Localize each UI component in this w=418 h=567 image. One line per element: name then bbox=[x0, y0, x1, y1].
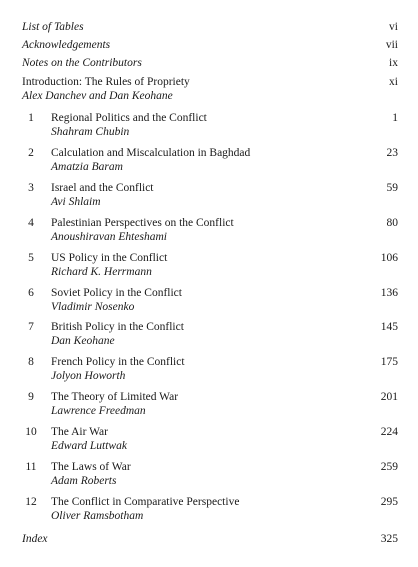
toc-entry-title: Index bbox=[22, 533, 48, 545]
chapter-author: Shahram Chubin bbox=[51, 126, 130, 138]
chapter-number: 2 bbox=[28, 147, 34, 159]
chapter-title: The Conflict in Comparative Perspective bbox=[51, 496, 240, 508]
chapter-page: 201 bbox=[380, 391, 398, 403]
chapter-author: Dan Keohane bbox=[51, 335, 115, 347]
chapter-page: 1 bbox=[392, 112, 398, 124]
chapter-page: 224 bbox=[380, 426, 398, 438]
chapter-author: Vladimir Nosenko bbox=[51, 301, 135, 313]
toc-entry-page: ix bbox=[389, 57, 398, 69]
chapter-author: Oliver Ramsbotham bbox=[51, 510, 144, 522]
chapter-title: Israel and the Conflict bbox=[51, 182, 154, 194]
chapter-author: Amatzia Baram bbox=[51, 161, 123, 173]
toc-entry-page: xi bbox=[389, 76, 398, 88]
chapter-title: Soviet Policy in the Conflict bbox=[51, 287, 182, 299]
toc-entry-page: vii bbox=[385, 39, 398, 51]
chapter-title: The Air War bbox=[51, 426, 108, 438]
chapter-author: Anoushiravan Ehteshami bbox=[51, 231, 167, 243]
chapter-page: 106 bbox=[380, 252, 398, 264]
chapter-number: 1 bbox=[28, 112, 34, 124]
chapter-number: 9 bbox=[28, 391, 34, 403]
toc-entry-title: Acknowledgements bbox=[22, 39, 111, 51]
chapter-page: 175 bbox=[380, 356, 398, 368]
chapter-number: 7 bbox=[28, 321, 34, 333]
chapter-author: Avi Shlaim bbox=[51, 196, 101, 208]
chapter-author: Lawrence Freedman bbox=[51, 405, 146, 417]
chapter-page: 259 bbox=[380, 461, 398, 473]
chapter-author: Richard K. Herrmann bbox=[51, 266, 152, 278]
chapter-page: 136 bbox=[380, 287, 398, 299]
chapter-number: 3 bbox=[28, 182, 34, 194]
toc-entry-page: vi bbox=[389, 21, 398, 33]
chapter-title: French Policy in the Conflict bbox=[51, 356, 185, 368]
toc-entry-page: 325 bbox=[380, 533, 398, 545]
chapter-author: Adam Roberts bbox=[51, 475, 117, 487]
chapter-page: 80 bbox=[386, 217, 398, 229]
chapter-author: Jolyon Howorth bbox=[51, 370, 126, 382]
toc-entry-author: Alex Danchev and Dan Keohane bbox=[22, 90, 173, 102]
chapter-title: The Theory of Limited War bbox=[51, 391, 179, 403]
chapter-page: 145 bbox=[380, 321, 398, 333]
chapter-title: US Policy in the Conflict bbox=[51, 252, 168, 264]
chapter-page: 59 bbox=[386, 182, 398, 194]
chapter-number: 4 bbox=[28, 217, 34, 229]
chapter-title: Regional Politics and the Conflict bbox=[51, 112, 207, 124]
chapter-author: Edward Luttwak bbox=[51, 440, 127, 452]
toc-entry-title: Notes on the Contributors bbox=[22, 57, 142, 69]
chapter-title: Palestinian Perspectives on the Conflict bbox=[51, 217, 234, 229]
chapter-title: British Policy in the Conflict bbox=[51, 321, 184, 333]
chapter-title: The Laws of War bbox=[51, 461, 131, 473]
chapter-number: 12 bbox=[25, 496, 37, 508]
chapter-title: Calculation and Miscalculation in Baghdad bbox=[51, 147, 251, 159]
toc-entry-title: Introduction: The Rules of Propriety bbox=[22, 76, 190, 88]
chapter-page: 295 bbox=[380, 496, 398, 508]
toc-entry-title: List of Tables bbox=[22, 21, 84, 33]
chapter-page: 23 bbox=[386, 147, 398, 159]
chapter-number: 8 bbox=[28, 356, 34, 368]
chapter-number: 10 bbox=[25, 426, 37, 438]
chapter-number: 5 bbox=[28, 252, 34, 264]
chapter-number: 11 bbox=[25, 461, 37, 473]
chapter-number: 6 bbox=[28, 287, 34, 299]
